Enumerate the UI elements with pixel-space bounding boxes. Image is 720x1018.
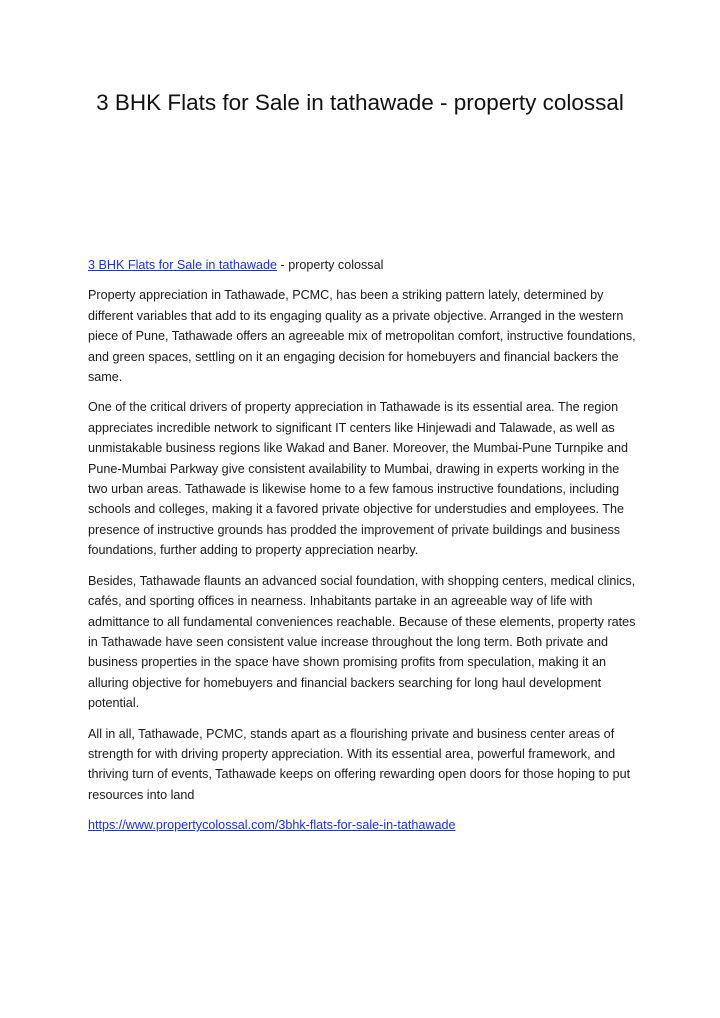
paragraph: All in all, Tathawade, PCMC, stands apart as a flourishing private and business center areas of strength for with driving property appreciation. With its essential area, powerful framework, and thriving turn of events, Tathawade keeps on offering rewarding open doors for those hoping to put resources into land (88, 726, 631, 802)
page-title: 3 BHK Flats for Sale in tathawade - property colossal (96, 90, 624, 115)
source-link-line (88, 815, 636, 835)
intro-link[interactable]: 3 BHK Flats for Sale in tathawade (88, 258, 278, 272)
source-url-link[interactable]: https://www.propertycolossal.com/3bhk-flats-for-sale-in-tathawade (88, 818, 456, 833)
document-body (88, 255, 636, 846)
intro-rest-text: - property colossal (277, 258, 384, 272)
paragraph: Property appreciation in Tathawade, PCMC, has been a striking pattern lately, determined by different variables that add to its engaging quality as a private objective. Arranged in the western piece of Pune, Tathawade offers an agreeable mix of metropolitan comfort, instructive foundations, and green spaces, settling on it an engaging decision for homebuyers and financial backers the same. (88, 288, 636, 385)
paragraph: Besides, Tathawade flaunts an advanced social foundation, with shopping centers, medical clinics, cafés, and sporting offices in nearness. Inhabitants partake in an agreeable way of life with admittance to all fundamental conveniences reachable. Because of these elements, property rates in Tathawade have seen consistent value increase throughout the long term. Both private and business properties in the space have shown promising profits from speculation, making it an alluring objective for homebuyers and financial backers searching for long haul development potential. (88, 573, 636, 711)
paragraph: One of the critical drivers of property appreciation in Tathawade is its essential area. The region appreciates incredible network to significant IT centers like Hinjewadi and Talawade, as well as unmistakable business regions like Wakad and Baner. Moreover, the Mumbai-Pune Turnpike and Pune-Mumbai Parkway give consistent availability to Mumbai, drawing in experts working in the two urban areas. Tathawade is likewise home to a few famous instructive foundations, including schools and colleges, making it a favored private objective for understudies and employees. The presence of instructive grounds has prodded the improvement of private buildings and business foundations, further adding to property appreciation nearby. (88, 400, 628, 558)
intro-line (88, 255, 636, 275)
